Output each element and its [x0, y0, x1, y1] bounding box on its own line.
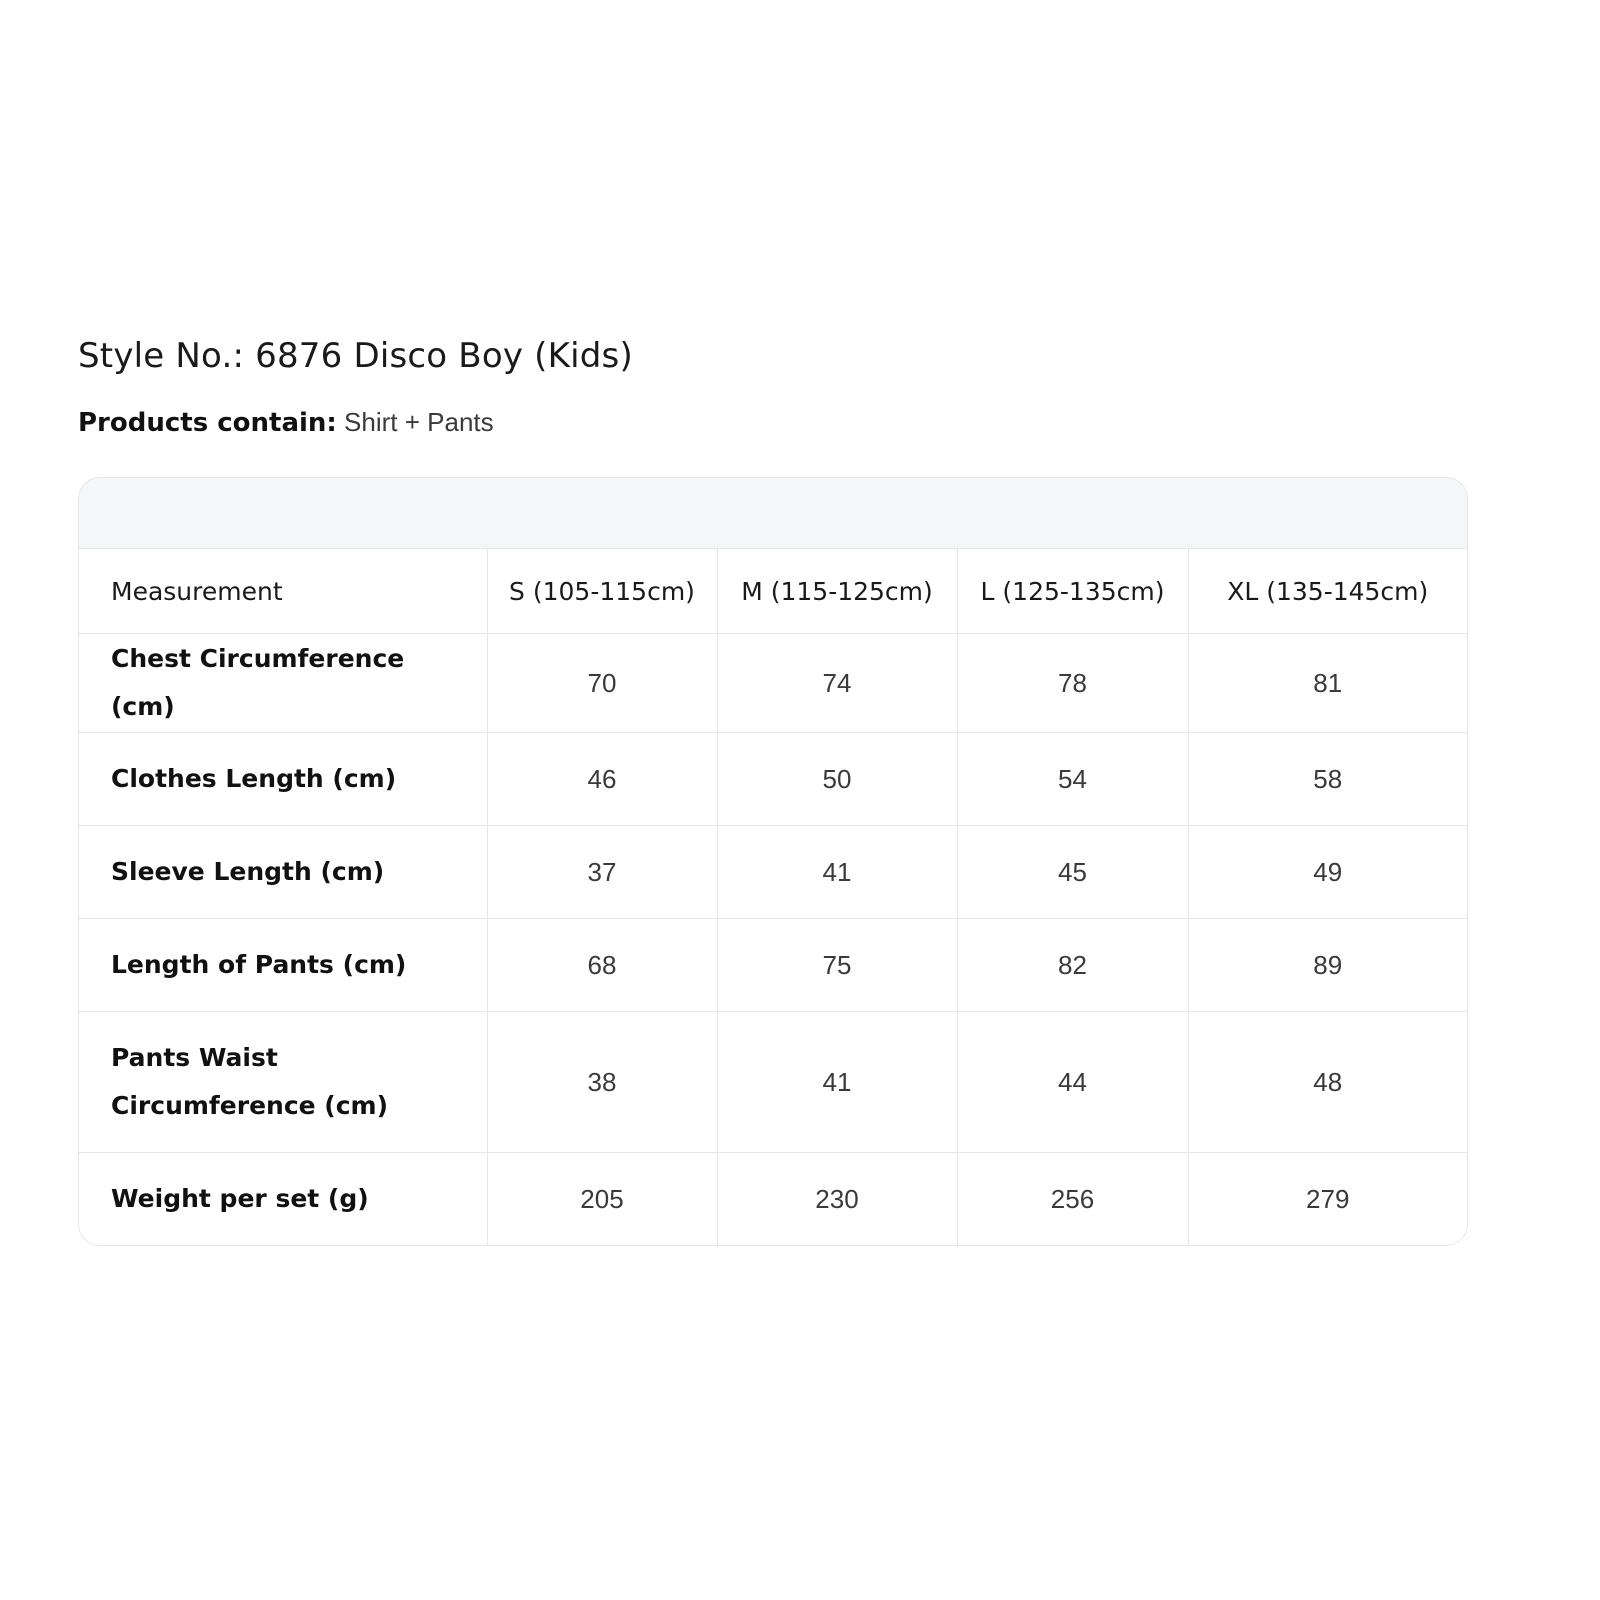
header-size-l: L (125-135cm) [957, 549, 1188, 634]
table-row [79, 733, 1467, 826]
table-cell: 48 [1188, 1012, 1467, 1153]
header-measurement: Measurement [111, 576, 283, 606]
table-cell: 41 [717, 826, 957, 919]
table-cell: 75 [717, 919, 957, 1012]
page-title: Style No.: 6876 Disco Boy (Kids) [78, 336, 633, 376]
table-cell: 45 [957, 826, 1188, 919]
table-cell: 44 [957, 1012, 1188, 1153]
table-cell: 70 [487, 634, 717, 733]
row-label: Length of Pants (cm) [79, 919, 487, 1012]
table-cell: 49 [1188, 826, 1467, 919]
table-cell: 38 [487, 1012, 717, 1153]
row-label: Pants Waist Circumference (cm) [79, 1012, 487, 1153]
table-cell: 89 [1188, 919, 1467, 1012]
row-label: Sleeve Length (cm) [79, 826, 487, 919]
table-cell: 46 [487, 733, 717, 826]
table-cell: 50 [717, 733, 957, 826]
table-cell: 256 [957, 1153, 1188, 1246]
products-contain [78, 406, 1468, 439]
table-row [79, 826, 1467, 919]
row-label: Weight per set (g) [79, 1153, 487, 1246]
table-row [79, 919, 1467, 1012]
table-cell: 82 [957, 919, 1188, 1012]
products-contain-label: Products contain: [78, 408, 337, 438]
table-cell: 279 [1188, 1153, 1467, 1246]
size-table [79, 549, 1467, 1245]
size-table-card [78, 477, 1468, 1246]
row-label: Chest Circumference (cm) [79, 634, 487, 733]
table-cell: 205 [487, 1153, 717, 1246]
table-header-row [79, 549, 1467, 634]
table-row [79, 634, 1467, 733]
table-cell: 230 [717, 1153, 957, 1246]
table-cell: 74 [717, 634, 957, 733]
table-cell: 81 [1188, 634, 1467, 733]
table-row [79, 1153, 1467, 1246]
table-cell: 78 [957, 634, 1188, 733]
table-cell: 54 [957, 733, 1188, 826]
header-size-m: M (115-125cm) [717, 549, 957, 634]
table-row [79, 1012, 1467, 1153]
products-contain-value: Shirt + Pants [344, 407, 494, 437]
table-cell: 68 [487, 919, 717, 1012]
table-cell: 37 [487, 826, 717, 919]
row-label: Clothes Length (cm) [79, 733, 487, 826]
header-size-xl: XL (135-145cm) [1188, 549, 1467, 634]
header-size-s: S (105-115cm) [487, 549, 717, 634]
table-header-bar [79, 478, 1467, 549]
table-cell: 41 [717, 1012, 957, 1153]
table-cell: 58 [1188, 733, 1467, 826]
size-chart-section [78, 336, 1468, 1246]
